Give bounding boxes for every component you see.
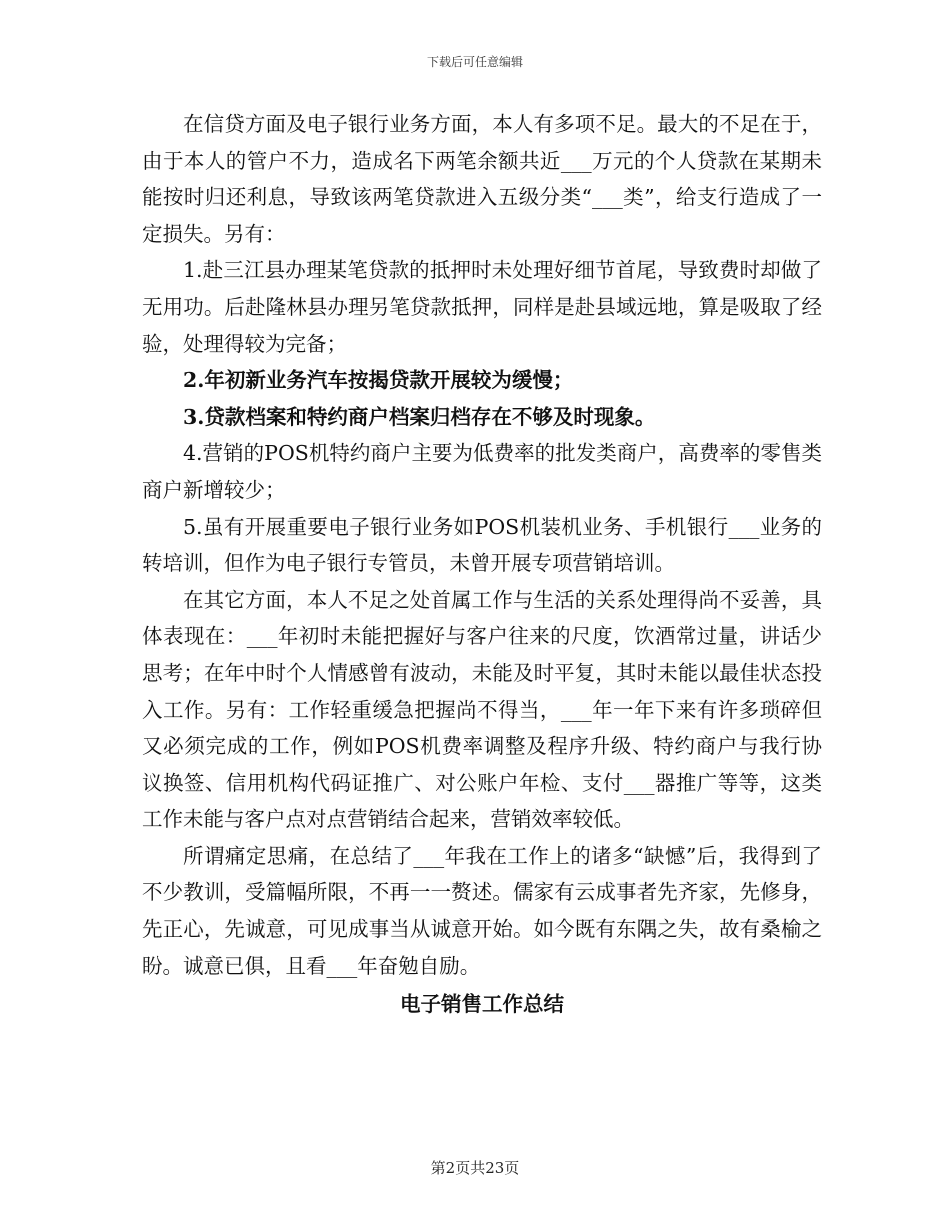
paragraph-conclusion: 所谓痛定思痛，在总结了___年我在工作上的诸多“缺憾”后，我得到了不少教训，受篇幅所限，不再一一赘述。儒家有云成事者先齐家，先修身，先正心，先诚意，可见成事当从诚意开始。如今既有东隅之失，故有桑榆之盼。诚意已俱，且看___年奋勉自励。 bbox=[142, 843, 822, 978]
page-footer: 第2页共23页 bbox=[430, 1159, 520, 1177]
list-item-1: 1.赴三江县办理某笔贷款的抵押时未处理好细节首尾，导致费时却做了无用功。后赴隆林县办理另笔贷款抵押，同样是赴县域远地，算是吸取了经验，处理得较为完备； bbox=[142, 258, 822, 356]
list-item-4: 4.营销的POS机特约商户主要为低费率的批发类商户，高费率的零售类商户新增较少； bbox=[142, 441, 822, 502]
list-item-3: 3.贷款档案和特约商户档案归档存在不够及时现象。 bbox=[183, 404, 656, 429]
section-title: 电子销售工作总结 bbox=[400, 992, 564, 1017]
page-header: 下载后可任意编辑 bbox=[426, 55, 523, 69]
list-item-2: 2.年初新业务汽车按揭贷款开展较为缓慢； bbox=[183, 368, 574, 393]
paragraph-credit-shortcomings: 在信贷方面及电子银行业务方面，本人有多项不足。最大的不足在于，由于本人的管户不力，造成名下两笔余额共近___万元的个人贷款在某期未能按时归还利息，导致该两笔贷款进入五级分类“___类”，给支行造成了一定损失。另有： bbox=[142, 112, 822, 246]
document-body bbox=[142, 106, 822, 1023]
paragraph-other-aspects: 在其它方面，本人不足之处首属工作与生活的关系处理得尚不妥善，具体表现在：___年初时未能把握好与客户往来的尺度，饮酒常过量，讲话少思考；在年中时个人情感曾有波动，未能及时平复，其时未能以最佳状态投入工作。另有：工作轻重缓急把握尚不得当，___年一年下来有许多琐碎但又必须完成的工作，例如POS机费率调整及程序升级、特约商户与我行协议换签、信用机构代码证推广、对公账户年检、支付___器推广等等，这类工作未能与客户点对点营销结合起来，营销效率较低。 bbox=[142, 587, 822, 832]
list-item-5: 5.虽有开展重要电子银行业务如POS机装机业务、手机银行___业务的转培训，但作为电子银行专管员，未曾开展专项营销培训。 bbox=[142, 514, 822, 576]
